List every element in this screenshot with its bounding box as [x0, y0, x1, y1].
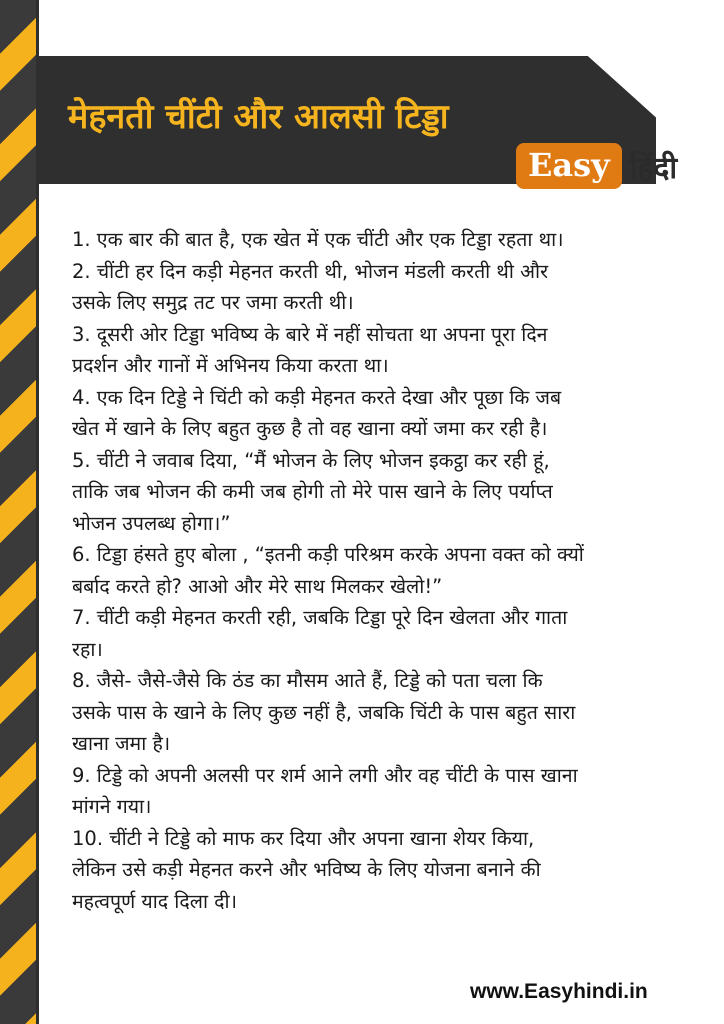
story-line: 2. चींटी हर दिन कड़ी मेहनत करती थी, भोजन मंडली करती थी और [72, 259, 549, 283]
story-line: बर्बाद करते हो? आओ और मेरे साथ मिलकर खेलो!” [72, 574, 443, 598]
story-line: 9. टिड्डे को अपनी अलसी पर शर्म आने लगी और वह चींटी के पास खाना [72, 763, 578, 787]
story-line: ताकि जब भोजन की कमी जब होगी तो मेरे पास खाने के लिए पर्याप्त [72, 480, 553, 503]
story-line: 8. जैसे- जैसे-जैसे कि ठंड का मौसम आते हैं, टिड्डे को पता चला कि [72, 669, 543, 692]
story-line: रहा। [72, 637, 103, 661]
story-line: मांगने गया। [72, 795, 152, 818]
story-line: उसके पास के खाने के लिए कुछ नहीं है, जबकि चिंटी के पास बहुत सारा [72, 700, 576, 724]
story-line: लेकिन उसे कड़ी मेहनत करने और भविष्य के लिए योजना बनाने की [72, 858, 541, 881]
website-url: www.Easyhindi.in [470, 980, 648, 1003]
story-line: खाना जमा है। [72, 732, 171, 755]
logo-easy: Easy [516, 143, 622, 189]
story-line: 3. दूसरी ओर टिड्डा भविष्य के बारे में नहीं सोचता था अपना पूरा दिन [72, 322, 548, 346]
story-line: उसके लिए समुद्र तट पर जमा करती थी। [72, 291, 354, 314]
easyhindi-logo [516, 142, 677, 190]
story-line: 6. टिड्डा हंसते हुए बोला , “इतनी कड़ी परिश्रम करके अपना वक्त को क्यों [72, 543, 584, 566]
story-line: 10. चींटी ने टिड्डे को माफ कर दिया और अपना खाना शेयर किया, [72, 826, 535, 850]
story-line: 4. एक दिन टिड्डे ने चिंटी को कड़ी मेहनत करते देखा और पूछा कि जब [72, 385, 562, 409]
story-body [72, 224, 712, 917]
story-line: खेत में खाने के लिए बहुत कुछ है तो वह खाना क्यों जमा कर रही है। [72, 417, 548, 440]
story-line: 1. एक बार की बात है, एक खेत में एक चींटी और एक टिड्डा रहता था। [72, 228, 564, 251]
story-line: महत्वपूर्ण याद दिला दी। [72, 889, 237, 913]
story-line: प्रदर्शन और गानों में अभिनय किया करता था। [72, 354, 389, 377]
story-line: 7. चींटी कड़ी मेहनत करती रही, जबकि टिड्डा पूरे दिन खेलता और गाता [72, 606, 568, 629]
decorative-stripe [0, 0, 36, 1024]
story-line: 5. चींटी ने जवाब दिया, “मैं भोजन के लिए भोजन इकट्ठा कर रही हूं, [72, 448, 550, 472]
logo-hindi: हिंदी [629, 150, 678, 186]
story-line: भोजन उपलब्ध होगा।” [72, 511, 231, 535]
page-title: मेहनती चींटी और आलसी टिड्डा [68, 97, 449, 137]
